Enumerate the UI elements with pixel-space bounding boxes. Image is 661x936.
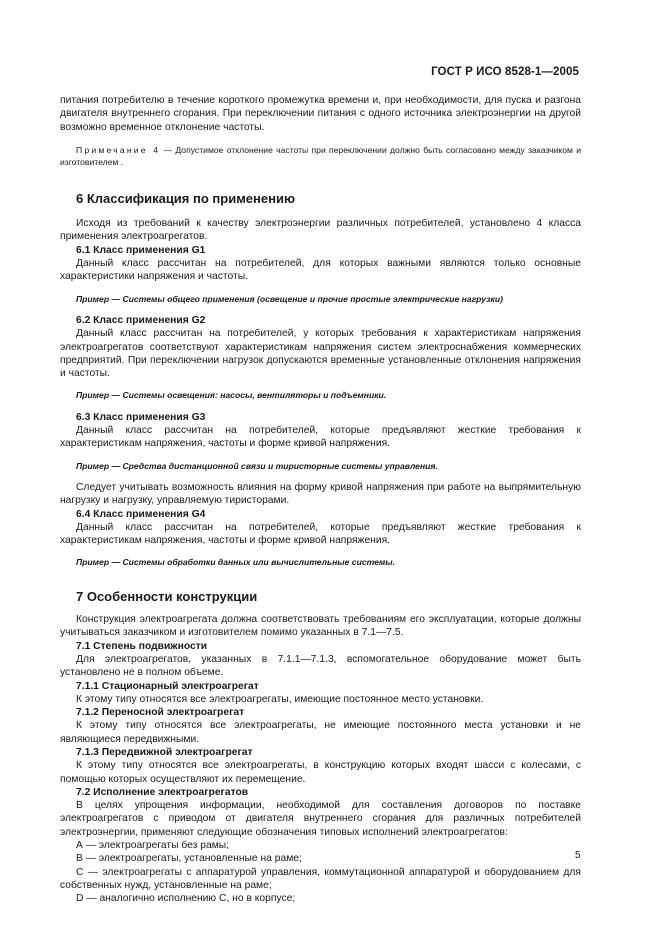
paragraph: К этому типу относятся все электроагрегаты, имеющие постоянное место установки. xyxy=(76,693,484,705)
note-4 xyxy=(60,144,581,168)
section-7-heading: 7 Особенности конструкции xyxy=(76,588,258,604)
paragraph: Данный класс рассчитан на потребителей, которые предъявляют жесткие требования к характеристикам напряжения, частоты и форме кривой напряжения. xyxy=(60,521,581,547)
example-3: Пример — Средства дистанционной связи и тиристорные системы управления. xyxy=(76,460,438,471)
subsection-7-2-heading: 7.2 Исполнение электроагрегатов xyxy=(76,786,249,798)
list-item-c: С — электроагрегаты с аппаратурой управления, коммутационной аппаратурой и оборудованием для собственных нужд, установленные на раме; xyxy=(60,866,581,891)
example-1: Пример — Системы общего применения (освещение и прочие простые электрические нагрузки) xyxy=(76,293,503,304)
paragraph: Исходя из требований к качеству электроэнергии различных потребителей, установлено 4 класса применения электроагрегатов. xyxy=(60,218,581,243)
list-item-b: В — электроагрегаты, установленные на раме; xyxy=(76,853,302,865)
paragraph: Конструкция электроагрегата должна соответствовать требованиям его эксплуатации, которые должны учитываться заказчиком и изготовителем помимо указанных в 7.1—7.5. xyxy=(60,614,581,639)
subsection-6-4-heading: 6.4 Класс применения G4 xyxy=(76,508,206,520)
page-content xyxy=(60,94,581,906)
paragraph: К этому типу относятся все электроагрегаты, в конструкцию которых входят шасси с колесами, с помощью которых осуществляют их перемещение. xyxy=(60,760,581,785)
paragraph: Данный класс рассчитан на потребителей, у которых требования к характеристикам напряжения электроагрегатов соответствуют характеристикам напряжения систем электроснабжения коммерческих предприятий. При переключении нагрузок допускаются временные установленные отклонения напряжения и частоты. xyxy=(60,328,581,380)
list-item-a: А — электроагрегаты без рамы; xyxy=(76,840,230,852)
paragraph: питания потребителю в течение короткого промежутка времени и, при необходимости, для пуска и разгона двигателя внутреннего сгорания. При переключении питания с одного источника электроэнергии на другой возможно временное отклонение частоты. xyxy=(60,95,581,133)
example-4: Пример — Системы обработки данных или вычислительные системы. xyxy=(76,557,396,568)
list-item-d: D — аналогично исполнению С, но в корпусе; xyxy=(76,893,296,905)
paragraph: Данный класс рассчитан на потребителей, которые предъявляют жесткие требования к характеристикам напряжения, частоты и форме кривой напряжения. xyxy=(60,425,581,450)
page-header: ГОСТ Р ИСО 8528-1—2005 xyxy=(431,66,579,78)
paragraph: Данный класс рассчитан на потребителей, для которых важными являются только основные характеристики напряжения и частоты. xyxy=(60,258,581,283)
subsection-6-2-heading: 6.2 Класс применения G2 xyxy=(76,314,206,326)
subsection-7-1-3-heading: 7.1.3 Передвижной электроагрегат xyxy=(76,746,253,758)
note-text: — Допустимое отклонение частоты при переключении должно быть согласовано между заказчиком и изготовителем . xyxy=(60,144,582,167)
note-label: Примечание 4 xyxy=(76,144,161,155)
paragraph: В целях упрощения информации, необходимой для составления договоров по поставке электроагрегатов с приводом от двигателя внутреннего сгорания для различных потребителей электроэнергии, применяют следующие обозначения типовых исполнений электроагрегатов: xyxy=(60,800,581,838)
paragraph: Для электроагрегатов, указанных в 7.1.1—7.1.3, вспомогательное оборудование может быть установлено не в полном объеме. xyxy=(60,653,581,679)
section-6-heading: 6 Классификация по применению xyxy=(76,190,296,206)
example-2: Пример — Системы освещения: насосы, вентиляторы и подъемники. xyxy=(76,390,387,401)
subsection-7-1-2-heading: 7.1.2 Переносной электроагрегат xyxy=(76,707,245,719)
subsection-7-1-heading: 7.1 Степень подвижности xyxy=(76,640,208,652)
subsection-7-1-1-heading: 7.1.1 Стационарный электроагрегат xyxy=(76,680,259,692)
subsection-6-3-heading: 6.3 Класс применения G3 xyxy=(76,411,206,423)
subsection-6-1-heading: 6.1 Класс применения G1 xyxy=(76,244,206,256)
paragraph: К этому типу относятся все электроагрегаты, не имеющие постоянного места установки и не являющиеся передвижными. xyxy=(60,720,581,745)
page-number: 5 xyxy=(575,850,581,861)
paragraph: Следует учитывать возможность влияния на форму кривой напряжения при работе на выпрямительную нагрузку и нагрузку, управляемую тиристорами. xyxy=(60,481,581,507)
